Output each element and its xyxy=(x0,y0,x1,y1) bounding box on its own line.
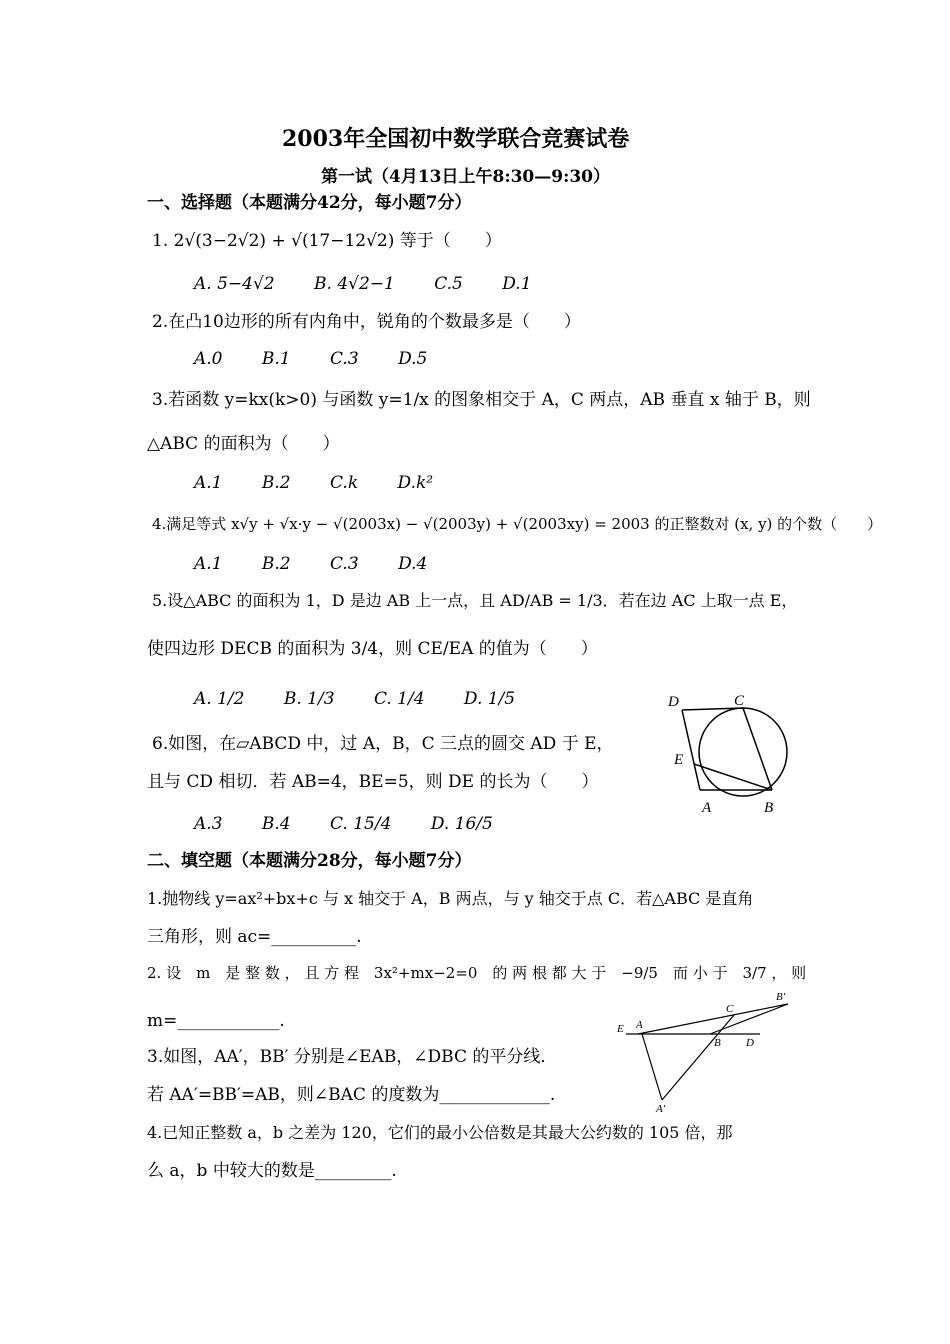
fig6-label-d: D xyxy=(668,694,679,710)
fig6-label-c: C xyxy=(734,693,745,709)
q2-option-c: C.3 xyxy=(330,349,359,369)
q3-option-d: D.k² xyxy=(397,473,434,493)
q4-option-b: B.2 xyxy=(261,554,291,574)
q1-option-c: C.5 xyxy=(434,274,463,294)
fig3-label-c: C xyxy=(726,1003,734,1015)
q4-option-c: C.3 xyxy=(330,554,359,574)
fill-q1-line1: 1.抛物线 y=ax²+bx+c 与 x 轴交于 A，B 两点，与 y 轴交于点 C．若△ABC 是直角 xyxy=(147,889,754,908)
section2-heading: 二、填空题（本题满分28分，每小题7分） xyxy=(147,851,472,871)
q4-options xyxy=(194,553,461,575)
fig6-label-e: E xyxy=(674,752,684,768)
fill-q2-line2: m=____________. xyxy=(147,1011,285,1031)
q3-option-c: C.k xyxy=(330,473,359,493)
q6-option-b: B.4 xyxy=(261,814,291,834)
fig3-label-b: B xyxy=(714,1037,721,1049)
q4-option-d: D.4 xyxy=(398,554,428,574)
q1-option-d: D.1 xyxy=(502,274,532,294)
q3-option-b: B.2 xyxy=(261,473,291,493)
q5-stem-line1: 5.设△ABC 的面积为 1，D 是边 AB 上一点，且 AD/AB = 1/3．若在边 AC 上取一点 E， xyxy=(152,591,798,610)
fill-q2-line1: 2. 设 m 是 整 数 ， 且 方 程 3x²+mx−2=0 的 两 根 都 大 于 −9/5 而 小 于 3/7 ， 则 xyxy=(147,964,807,982)
q6-options xyxy=(194,813,527,835)
q6-option-d: D. 16/5 xyxy=(430,814,493,834)
q3-option-a: A.1 xyxy=(194,473,223,493)
section1-heading: 一、选择题（本题满分42分，每小题7分） xyxy=(147,193,472,213)
exam-subtitle: 第一试（4月13日上午8:30—9:30） xyxy=(321,167,611,187)
q3-stem-line1: 3.若函数 y=kx(k>0) 与函数 y=1/x 的图象相交于 A，C 两点，AB 垂直 x 轴于 B，则 xyxy=(152,390,811,410)
q2-stem: 2.在凸10边形的所有内角中，锐角的个数最多是（ ） xyxy=(152,312,581,332)
fig3-label-b-prime: B′ xyxy=(776,991,786,1003)
fig6-label-a: A xyxy=(702,800,712,816)
fig3-label-e: E xyxy=(617,1023,624,1035)
q5-option-b: B. 1/3 xyxy=(283,689,335,709)
fig3-label-a: A xyxy=(636,1019,643,1031)
q5-option-a: A. 1/2 xyxy=(194,689,245,709)
fill-q4-line2: 么 a，b 中较大的数是_________. xyxy=(147,1161,397,1181)
q6-stem-line1: 6.如图，在▱ABCD 中，过 A，B，C 三点的圆交 AD 于 E， xyxy=(152,734,614,754)
q1-options xyxy=(194,273,566,295)
fig3-label-a-prime: A′ xyxy=(656,1103,666,1115)
fill-q4-line1: 4.已知正整数 a，b 之差为 120，它们的最小公倍数是其最大公约数的 105 倍，那 xyxy=(147,1123,733,1142)
fill-q3-line2: 若 AA′=BB′=AB，则∠BAC 的度数为_____________. xyxy=(147,1085,556,1105)
exam-title: 2003年全国初中数学联合竞赛试卷 xyxy=(282,126,630,152)
q3-stem-line2: △ABC 的面积为（ ） xyxy=(147,434,340,454)
q2-options xyxy=(194,348,461,370)
q5-option-d: D. 1/5 xyxy=(463,689,516,709)
q6-option-a: A.3 xyxy=(194,814,223,834)
q6-stem-line2: 且与 CD 相切．若 AB=4，BE=5，则 DE 的长为（ ） xyxy=(147,772,599,792)
q6-figure xyxy=(660,688,800,818)
q5-stem-line2: 使四边形 DECB 的面积为 3/4，则 CE/EA 的值为（ ） xyxy=(147,639,598,659)
q1-option-a: A. 5−4√2 xyxy=(194,274,275,294)
q1-stem: 1. 2√(3−2√2) + √(17−12√2) 等于（ ） xyxy=(152,231,502,251)
q5-options xyxy=(194,688,549,710)
q2-option-a: A.0 xyxy=(194,349,223,369)
q5-option-c: C. 1/4 xyxy=(373,689,425,709)
fill-q1-line2: 三角形，则 ac=__________. xyxy=(147,927,362,947)
q4-stem: 4.满足等式 x√y + √x·y − √(2003x) − √(2003y) + √(2003xy) = 2003 的正整数对 (x, y) 的个数（ ） xyxy=(152,515,883,533)
q1-option-b: B. 4√2−1 xyxy=(314,274,395,294)
q4-option-a: A.1 xyxy=(194,554,223,574)
fill-q3-line1: 3.如图，AA′，BB′ 分别是∠EAB，∠DBC 的平分线． xyxy=(147,1047,558,1067)
fill-q3-figure xyxy=(612,988,802,1118)
q3-options xyxy=(194,472,467,494)
q2-option-b: B.1 xyxy=(261,349,291,369)
fig6-label-b: B xyxy=(764,800,774,816)
q2-option-d: D.5 xyxy=(398,349,428,369)
fig3-label-d: D xyxy=(746,1037,754,1049)
q6-option-c: C. 15/4 xyxy=(330,814,392,834)
